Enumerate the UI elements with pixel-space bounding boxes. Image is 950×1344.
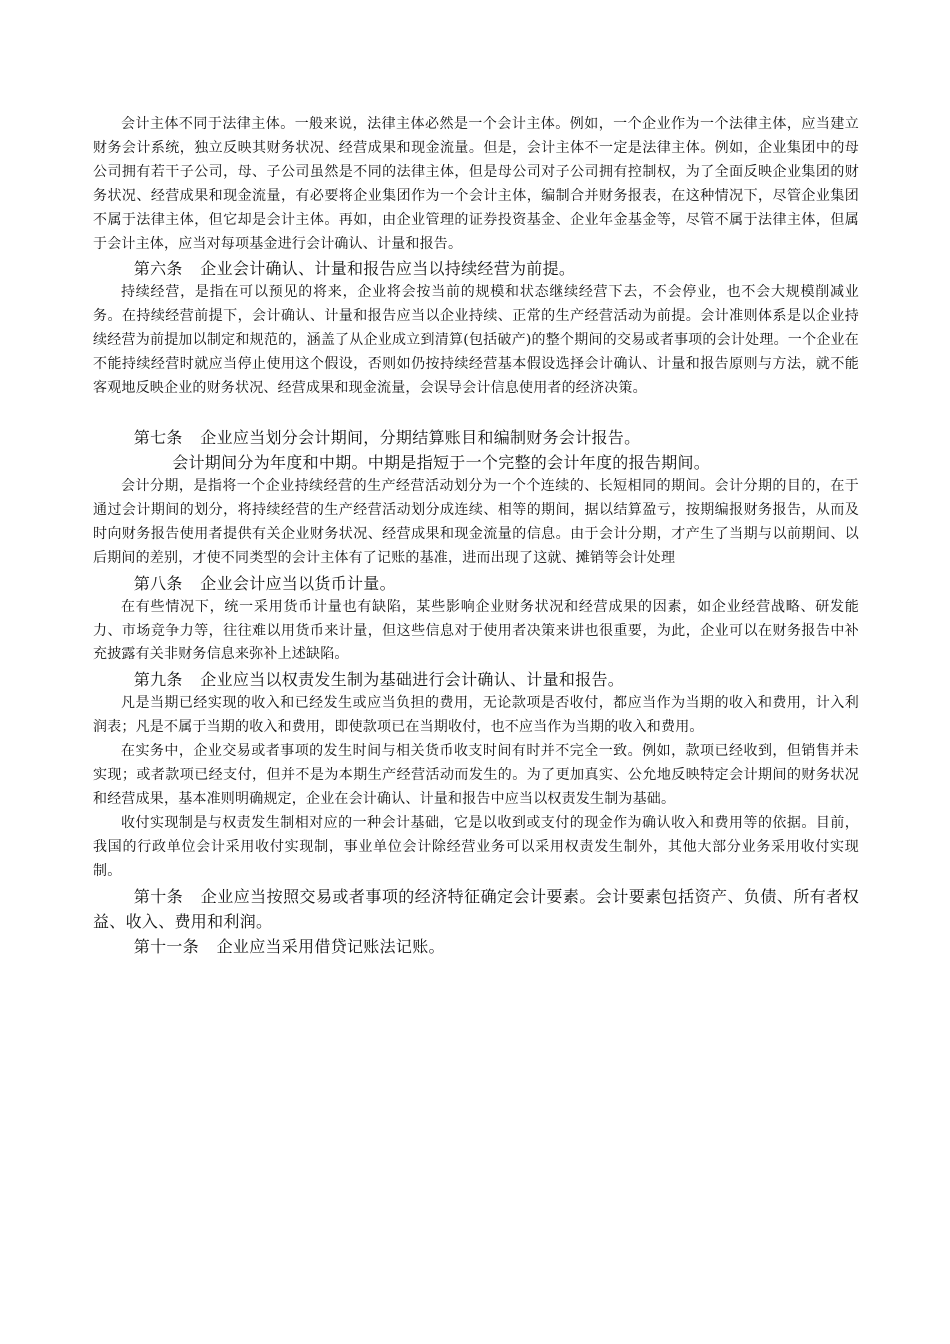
article-number: 第十一条: [133, 936, 199, 956]
paragraph-accounting-entity: 会计主体不同于法律主体。一般来说，法律主体必然是一个会计主体。例如，一个企业作为一个法律主体，应当建立财务会计系统，独立反映其财务状况、经营成果和现金流量。但是，会计主体不一定是法律主体。例如，企业集团中的母公司拥有若干子公司，母、子公司虽然是不同的法律主体，但是母公司对子公司拥有控制权，为了全面反映企业集团的财务状况、经营成果和现金流量，有必要将企业集团作为一个会计主体，编制合并财务报表，在这种情况下，尽管企业集团不属于法律主体，但它却是会计主体。再如，由企业管理的证券投资基金、企业年金基金等，尽管不属于法律主体，但属于会计主体，应当对每项基金进行会计确认、计量和报告。: [93, 116, 859, 252]
paragraph-accrual-basis: 凡是当期已经实现的收入和已经发生或应当负担的费用，无论款项是否收付，都应当作为当期的收入和费用，计入利润表；凡是不属于当期的收入和费用，即使款项已在当期收付，也不应当作为当期的收入和费用。: [93, 695, 859, 736]
paragraph-going-concern: 持续经营，是指在可以预见的将来，企业将会按当前的规模和状态继续经营下去，不会停业，也不会大规模削减业务。在持续经营前提下，会计确认、计量和报告应当以企业持续、正常的生产经营活动为前提。会计准则体系是以企业持续经营为前提加以制定和规范的，涵盖了从企业成立到清算(包括破产)的整个期间的交易或者事项的会计处理。一个企业在不能持续经营时就应当停止使用这个假设，否则如仍按持续经营基本假设选择会计确认、计量和报告原则与方法，就不能客观地反映企业的财务状况、经营成果和现金流量，会误导会计信息使用者的经济决策。: [93, 284, 859, 397]
article-8: [93, 571, 859, 596]
article-number: 第十条: [133, 886, 184, 906]
paragraph-accrual-practice: 在实务中，企业交易或者事项的发生时间与相关货币收支时间有时并不完全一致。例如，款项已经收到，但销售并未实现；或者款项已经支付，但并不是为本期生产经营活动而发生的。为了更加真实、公允地反映特定会计期间的财务状况和经营成果，基本准则明确规定，企业在会计确认、计量和报告中应当以权责发生制为基础。: [93, 743, 859, 807]
article-9: [93, 667, 859, 692]
paragraph-accounting-period: 会计分期，是指将一个企业持续经营的生产经营活动划分为一个个连续的、长短相同的期间。会计分期的目的，在于通过会计期间的划分，将持续经营的生产经营活动划分成连续、相等的期间，据以结算盈亏，按期编报财务报告，从而及时向财务报告使用者提供有关企业财务状况、经营成果和现金流量的信息。由于会计分期，才产生了当期与以前期间、以后期间的差别，才使不同类型的会计主体有了记账的基准，进而出现了这就、摊销等会计处理: [93, 477, 859, 566]
article-6: [93, 256, 859, 281]
article-text: 企业应当划分会计期间，分期结算账目和编制财务会计报告。: [200, 427, 641, 447]
article-7-sub: 会计期间分为年度和中期。中期是指短于一个完整的会计年度的报告期间。: [172, 452, 711, 472]
article-number: 第八条: [133, 573, 183, 593]
article-text: 企业会计应当以货币计量。: [200, 573, 396, 593]
article-text: 企业应当以权责发生制为基础进行会计确认、计量和报告。: [200, 670, 625, 690]
article-7: [93, 425, 859, 450]
article-number: 第九条: [133, 670, 183, 690]
paragraph-cash-basis: 收付实现制是与权责发生制相对应的一种会计基础，它是以收到或支付的现金作为确认收入和费用等的依据。目前，我国的行政单位会计采用收付实现制，事业单位会计除经营业务可以采用权责发生制外，其他大部分业务采用收付实现制。: [93, 814, 859, 879]
article-11: [93, 934, 859, 959]
spacer: [93, 401, 859, 425]
document-body: [93, 113, 859, 959]
paragraph-monetary-measurement: 在有些情况下，统一采用货币计量也有缺陷，某些影响企业财务状况和经营成果的因素，如企业经营战略、研发能力、市场竞争力等，往往难以用货币来计量，但这些信息对于使用者决策来讲也很重要，为此，企业可以在财务报告中补充披露有关非财务信息来弥补上述缺陷。: [93, 598, 859, 663]
article-text: 企业应当采用借贷记账法记账。: [216, 936, 445, 956]
article-number: 第六条: [133, 259, 183, 279]
article-10: [93, 884, 859, 934]
article-text: 企业会计确认、计量和报告应当以持续经营为前提。: [200, 259, 576, 279]
article-text: 企业应当按照交易或者事项的经济特征确定会计要素。会计要素包括资产、负债、所有者权益、收入、费用和利润。: [93, 886, 859, 931]
article-number: 第七条: [133, 427, 183, 447]
